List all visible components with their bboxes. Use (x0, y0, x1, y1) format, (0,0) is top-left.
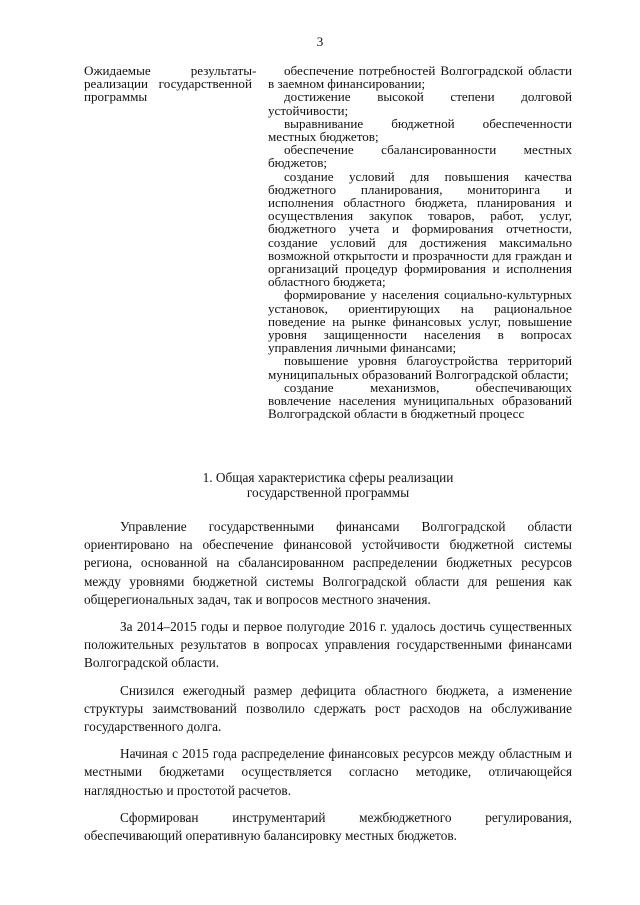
passport-row-label: Ожидаемые результаты реализации государственной программы (84, 63, 252, 105)
result-item: выравнивание бюджетной обеспеченности местных бюджетов; (268, 115, 572, 145)
passport-row-items (268, 64, 572, 420)
body-paragraph: Начиная с 2015 года распределение финансовых ресурсов между областным и местными бюджетами осуществляется согласно методике, отличающейся наглядностью и простотой расчетов. (84, 746, 572, 798)
result-item: достижение высокой степени долговой устойчивости; (268, 89, 572, 118)
body-paragraph: За 2014–2015 годы и первое полугодие 2016 г. удалось достичь существенных положительных результатов в вопросах управления государственными финансами Волгоградской области. (84, 619, 572, 671)
result-item: обеспечение потребностей Волгоградской области в заемном финансировании; (268, 63, 572, 92)
section-body (84, 518, 572, 854)
page-number: 3 (316, 34, 324, 49)
section-heading (84, 470, 572, 500)
result-item: создание условий для повышения качества бюджетного планирования, мониторинга и исполнения областного бюджета, планирования и осуществления закупок товаров, работ, услуг, бюджетного учета и формирования отчетности, создание условий для достижения максимально возможной открытости и прозрачности для граждан и организаций процедур формирования и исполнения областного бюджета; (268, 168, 572, 290)
result-item: обеспечение сбалансированности местных бюджетов; (268, 142, 572, 171)
passport-row-dash: - (252, 63, 257, 78)
section-heading-line-1: 1. Общая характеристика сферы реализации (202, 470, 454, 485)
result-item: повышение уровня благоустройства территорий муниципальных образований Волгоградской области; (268, 353, 572, 382)
result-item: создание механизмов, обеспечивающих вовлечение населения муниципальных образований Волгоградской области в бюджетный процесс (268, 379, 572, 422)
section-heading-line-2: государственной программы (246, 485, 410, 500)
body-paragraph: Управление государственными финансами Волгоградской области ориентировано на обеспечение финансовой устойчивости бюджетной системы региона, основанной на сбалансированном распределении бюджетных ресурсов между уровнями бюджетной системы Волгоградской области для решения как общерегиональных задач, так и вопросов местного значения. (84, 519, 572, 607)
body-paragraph: Сформирован инструментарий межбюджетного регулирования, обеспечивающий оперативную балансировку местных бюджетов. (84, 809, 572, 844)
result-item: формирование у населения социально-культурных установок, ориентирующих на рациональное поведение на рынке финансовых услуг, повышение уровня защищенности населения в вопросах управления личными финансами; (268, 287, 572, 356)
body-paragraph: Снизился ежегодный размер дефицита областного бюджета, а изменение структуры заимствований позволило сдержать рост расходов на обслуживание государственного долга. (84, 682, 572, 735)
passport-row (84, 64, 572, 420)
